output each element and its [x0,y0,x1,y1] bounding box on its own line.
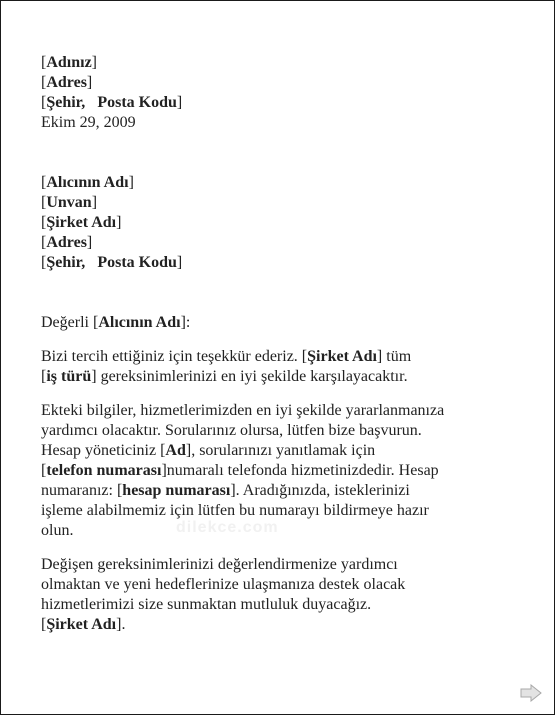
para3-line-1: Değişen gereksinimlerinizi değerlendirmenize yardımcı [41,556,398,573]
para1-company: Şirket Adı [307,348,377,365]
para2-line-7: olun. [41,522,74,539]
para2-text-a: Hesap yöneticiniz [41,442,161,459]
recipient-title: Unvan [46,194,92,211]
para1-text-a: Bizi tercih ettiğiniz için teşekkür ederiz. [41,348,302,365]
recipient-block [41,173,521,273]
salutation: Değerli [Alıcının Adı]: [41,314,191,331]
para2-account: hesap numarası [122,482,231,499]
para1-business-type: iş türü [46,368,92,385]
recipient-address-line: [Adres] [41,234,93,251]
paragraph-1: Bizi tercih ettiğiniz için teşekkür ederiz. [Şirket Adı] tüm [iş türü] gereksinimlerinizi en iyi şekilde karşılayacaktır. [41,348,412,385]
salutation-prefix: Değerli [41,314,93,331]
recipient-city-line: [Şehir, Posta Kodu] [41,254,183,271]
recipient-company-line: [Şirket Adı] [41,214,122,231]
para2-line-6: işleme alabilmemiz için lütfen bu numarayı bildirmeye hazır [41,502,429,519]
paragraph-3: Değişen gereksinimlerinizi değerlendirmenize yardımcı olmaktan ve yeni hedeflerinize ulaşmanıza destek olacak hizmetlerimizi size sunmaktan mutluluk duyacağız. [Şirket Adı]. [41,555,521,635]
para3-period: . [121,616,126,633]
para2-text-d: numaranız: [41,482,117,499]
sender-address-line: [Adres] [41,74,93,91]
para3-line-3: hizmetlerimizi size sunmaktan mutluluk duyacağız. [41,596,372,613]
recipient-city: Şehir, [46,254,86,271]
para2-text-b: , sorularınızı yanıtlamak için [191,442,376,459]
para2-line-1: Ekteki bilgiler, hizmetlerimizden en iyi şekilde yararlanmanıza [41,402,445,419]
para1-text-c: gereksinimlerinizi en iyi şekilde karşılayacaktır. [96,368,408,385]
paragraph-2: Ekteki bilgiler, hizmetlerimizden en iyi şekilde yararlanmanıza yardımcı olacaktır. Sorularınız olursa, lütfen bize başvurun. Hesap yöneticiniz [Ad], sorularınızı yanıtlamak için [telefon numarası]numaralı telefonda hizmetinizdedir. Hesap numaranız: [hesap numarası]. Aradığınızda, isteklerinizi işleme alabilmemiz için lütfen bu numarayı bildirmeye hazır olun. [41,401,521,541]
para2-manager-name: Ad [165,442,186,459]
para2-phone: telefon numarası [46,462,162,479]
sender-name-line: [Adınız] [41,54,97,71]
recipient-name: Alıcının Adı [46,174,129,191]
watermark: dilekce.com [176,519,279,536]
para3-company: Şirket Adı [46,616,117,633]
para2-text-c: numaralı telefonda hizmetinizdedir. Hesap [166,462,439,479]
next-page-arrow-icon-svg [520,684,542,702]
sender-city: Şehir, [46,94,86,111]
letter-date: Ekim 29, 2009 [41,114,136,131]
para2-line-2: yardımcı olacaktır. Sorularınız olursa, lütfen bize başvurun. [41,422,422,439]
recipient-postal: Posta Kodu [97,254,177,271]
recipient-title-line: [Unvan] [41,194,98,211]
recipient-address: Adres [46,234,87,251]
recipient-company: Şirket Adı [46,214,117,231]
salutation-name: Alıcının Adı [98,314,181,331]
para2-text-e: . Aradığınızda, isteklerinizi [235,482,410,499]
recipient-name-line: [Alıcının Adı] [41,174,134,191]
sender-block [41,53,521,133]
para1-text-b: tüm [382,348,412,365]
sender-address: Adres [46,74,87,91]
sender-postal: Posta Kodu [97,94,177,111]
para3-line-2: olmaktan ve yeni hedeflerinize ulaşmanıza destek olacak [41,576,406,593]
letter-body [41,53,521,635]
sender-city-line: [Şehir, Posta Kodu] [41,94,183,111]
sender-name: Adınız [46,54,92,71]
salutation-suffix: : [185,314,191,331]
next-page-arrow-icon[interactable] [520,684,542,702]
